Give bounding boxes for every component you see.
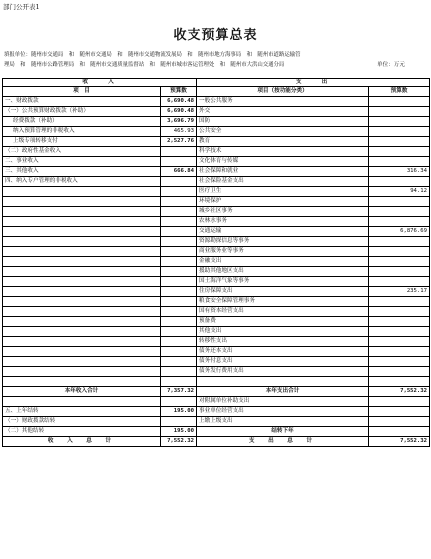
expense-item: 医疗卫生 (197, 187, 369, 197)
income-item (3, 237, 161, 247)
table-row (3, 267, 430, 277)
grand-expense-value: 7,552.32 (369, 437, 430, 447)
expense-value (369, 357, 430, 367)
income-item (3, 367, 161, 377)
income-item: （二）政府性基金收入 (3, 147, 161, 157)
table-row (3, 317, 430, 327)
expense-value: 94.12 (369, 187, 430, 197)
income-value (161, 377, 197, 387)
total-income-label: 本年收入合计 (3, 387, 161, 397)
expense-item: 转移性支出 (197, 337, 369, 347)
income-value (161, 187, 197, 197)
expense-value: 316.34 (369, 167, 430, 177)
expense-value (369, 217, 430, 227)
income-item (3, 377, 161, 387)
table-row (3, 397, 430, 407)
expense-value (369, 407, 430, 417)
table-row (3, 227, 430, 237)
table-row (3, 297, 430, 307)
income-item (3, 287, 161, 297)
income-item (3, 227, 161, 237)
expense-item (197, 377, 369, 387)
total-income-value: 7,357.32 (161, 387, 197, 397)
income-value (161, 217, 197, 227)
expense-value (369, 327, 430, 337)
table-row (3, 177, 430, 187)
grand-expense-label: 支 出 总 计 (197, 437, 369, 447)
income-budget-header: 预算数 (161, 87, 197, 97)
income-value (161, 267, 197, 277)
expense-value (369, 397, 430, 407)
expense-item: 债务发行费用支出 (197, 367, 369, 377)
expense-item: 对附属单位补助支出 (197, 397, 369, 407)
table-row (3, 307, 430, 317)
table-row (3, 277, 430, 287)
expense-item: 文化体育与传媒 (197, 157, 369, 167)
income-item: 经费拨款（补助） (3, 117, 161, 127)
expense-item: 上缴上级支出 (197, 417, 369, 427)
table-row (3, 247, 430, 257)
expense-item: 社会保险基金支出 (197, 177, 369, 187)
expense-item: 环境保护 (197, 197, 369, 207)
expense-item: 交通运输 (197, 227, 369, 237)
table-row (3, 187, 430, 197)
grand-income-label: 收 入 总 计 (3, 437, 161, 447)
income-value: 195.00 (161, 407, 197, 417)
income-item (3, 197, 161, 207)
table-row (3, 117, 430, 127)
expense-value (369, 337, 430, 347)
expense-value (369, 197, 430, 207)
expense-item: 国有资本经营支出 (197, 307, 369, 317)
expense-item: 教育 (197, 137, 369, 147)
expense-item: 预备费 (197, 317, 369, 327)
grand-income-value: 7,552.32 (161, 437, 197, 447)
expense-item: 社会保障和就业 (197, 167, 369, 177)
table-row (3, 357, 430, 367)
expense-item: 资源勘探信息等事务 (197, 237, 369, 247)
income-value: 465.93 (161, 127, 197, 137)
expense-value (369, 267, 430, 277)
table-row (3, 97, 430, 107)
income-item (3, 297, 161, 307)
column-header-row (3, 87, 430, 97)
income-item (3, 207, 161, 217)
expense-item: 事业单位经营支出 (197, 407, 369, 417)
total-row (3, 387, 430, 397)
income-item (3, 187, 161, 197)
expense-value: 235.17 (369, 287, 430, 297)
expense-item: 公共安全 (197, 127, 369, 137)
expense-value (369, 247, 430, 257)
budget-table (2, 78, 430, 447)
expense-item: 援助其他地区支出 (197, 267, 369, 277)
total-expense-label: 本年支出合计 (197, 387, 369, 397)
income-item (3, 277, 161, 287)
income-item: 五、上年结转 (3, 407, 161, 417)
income-item (3, 397, 161, 407)
unit-label: 单位：万元 (377, 62, 405, 68)
income-item (3, 247, 161, 257)
expense-value (369, 277, 430, 287)
income-value (161, 327, 197, 337)
income-value: 6,690.48 (161, 97, 197, 107)
expense-item: 农林水事务 (197, 217, 369, 227)
expense-item: 住房保障支出 (197, 287, 369, 297)
income-value (161, 277, 197, 287)
table-row (3, 147, 430, 157)
expense-value (369, 127, 430, 137)
income-value (161, 257, 197, 267)
expense-item: 外交 (197, 107, 369, 117)
income-item: 二、事业收入 (3, 157, 161, 167)
income-value: 2,527.76 (161, 137, 197, 147)
table-row (3, 287, 430, 297)
page-title: 收支预算总表 (173, 28, 258, 43)
expense-section-header: 支 出 (197, 79, 430, 87)
table-row (3, 327, 430, 337)
income-value (161, 157, 197, 167)
income-item (3, 217, 161, 227)
income-value (161, 177, 197, 187)
expense-item: 其他支出 (197, 327, 369, 337)
income-value (161, 417, 197, 427)
income-item (3, 327, 161, 337)
income-value (161, 297, 197, 307)
expense-item: 一般公共服务 (197, 97, 369, 107)
expense-budget-header: 预算数 (369, 87, 430, 97)
expense-value (369, 347, 430, 357)
income-item (3, 267, 161, 277)
expense-item: 债务还本支出 (197, 347, 369, 357)
expense-value (369, 367, 430, 377)
expense-item: 粮食安全保障管理事务 (197, 297, 369, 307)
expense-value (369, 317, 430, 327)
income-item (3, 357, 161, 367)
income-value (161, 347, 197, 357)
expense-value (369, 427, 430, 437)
grand-total-row (3, 437, 430, 447)
expense-value (369, 177, 430, 187)
income-item (3, 307, 161, 317)
expense-value (369, 207, 430, 217)
income-value (161, 317, 197, 327)
expense-value (369, 157, 430, 167)
income-item (3, 347, 161, 357)
income-item: （二）其他结转 (3, 427, 161, 437)
table-row (3, 237, 430, 247)
income-item: 纳入预算管理的非税收入 (3, 127, 161, 137)
expense-item: 国土海洋气象等事务 (197, 277, 369, 287)
income-value (161, 367, 197, 377)
income-value (161, 207, 197, 217)
income-value (161, 337, 197, 347)
expense-value (369, 297, 430, 307)
reporting-unit-line: 填报单位：随州市交通局 和 随州市交通局 和 随州市交通物流发展局 和 随州市地方海事局 和 随州市道路运输管理局 和 随州市公路管理局 和 随州市交通质量监督站 和 随州市城市客运管理处 和 随州市大洪山交通分局 (4, 52, 301, 68)
table-row (3, 417, 430, 427)
expense-value (369, 137, 430, 147)
income-item-header: 项 目 (3, 87, 161, 97)
income-value (161, 227, 197, 237)
expense-item: 金融支出 (197, 257, 369, 267)
table-row (3, 347, 430, 357)
income-item: 一、财政拨款 (3, 97, 161, 107)
income-item (3, 337, 161, 347)
income-item (3, 257, 161, 267)
income-value: 195.00 (161, 427, 197, 437)
expense-item: 城乡社区事务 (197, 207, 369, 217)
expense-item: 结转下年 (197, 427, 369, 437)
table-row (3, 127, 430, 137)
document-label: 部门公开表1 (3, 3, 40, 11)
income-section-header: 收 入 (3, 79, 197, 87)
income-value (161, 247, 197, 257)
table-row (3, 427, 430, 437)
income-item: （一）财政拨款结转 (3, 417, 161, 427)
table-row (3, 137, 430, 147)
expense-item-header: 项目（按功能分类） (197, 87, 369, 97)
income-value (161, 197, 197, 207)
income-value: 3,696.79 (161, 117, 197, 127)
income-item: 三、其他收入 (3, 167, 161, 177)
income-value (161, 147, 197, 157)
expense-value (369, 377, 430, 387)
income-value (161, 357, 197, 367)
expense-item: 国防 (197, 117, 369, 127)
expense-item: 商业服务业等事务 (197, 247, 369, 257)
table-row (3, 337, 430, 347)
income-value (161, 237, 197, 247)
expense-value (369, 417, 430, 427)
expense-value (369, 97, 430, 107)
expense-value (369, 237, 430, 247)
section-header-row (3, 79, 430, 87)
table-row (3, 257, 430, 267)
table-row (3, 207, 430, 217)
table-row (3, 157, 430, 167)
income-item: 上级专项转移支付 (3, 137, 161, 147)
income-value (161, 287, 197, 297)
table-row (3, 407, 430, 417)
expense-value (369, 257, 430, 267)
table-row (3, 367, 430, 377)
income-item (3, 317, 161, 327)
expense-value (369, 117, 430, 127)
income-value (161, 307, 197, 317)
table-row (3, 107, 430, 117)
table-row (3, 377, 430, 387)
table-row (3, 167, 430, 177)
income-item: 四、纳入专户管理的非税收入 (3, 177, 161, 187)
income-value: 6,690.48 (161, 107, 197, 117)
expense-value: 6,876.69 (369, 227, 430, 237)
expense-value (369, 147, 430, 157)
expense-item: 科学技术 (197, 147, 369, 157)
income-value (161, 397, 197, 407)
income-item: （一）公共预算财政拨款（补助） (3, 107, 161, 117)
total-expense-value: 7,552.32 (369, 387, 430, 397)
income-value: 666.84 (161, 167, 197, 177)
expense-item: 债务付息支出 (197, 357, 369, 367)
expense-value (369, 307, 430, 317)
expense-value (369, 107, 430, 117)
table-row (3, 197, 430, 207)
table-row (3, 217, 430, 227)
